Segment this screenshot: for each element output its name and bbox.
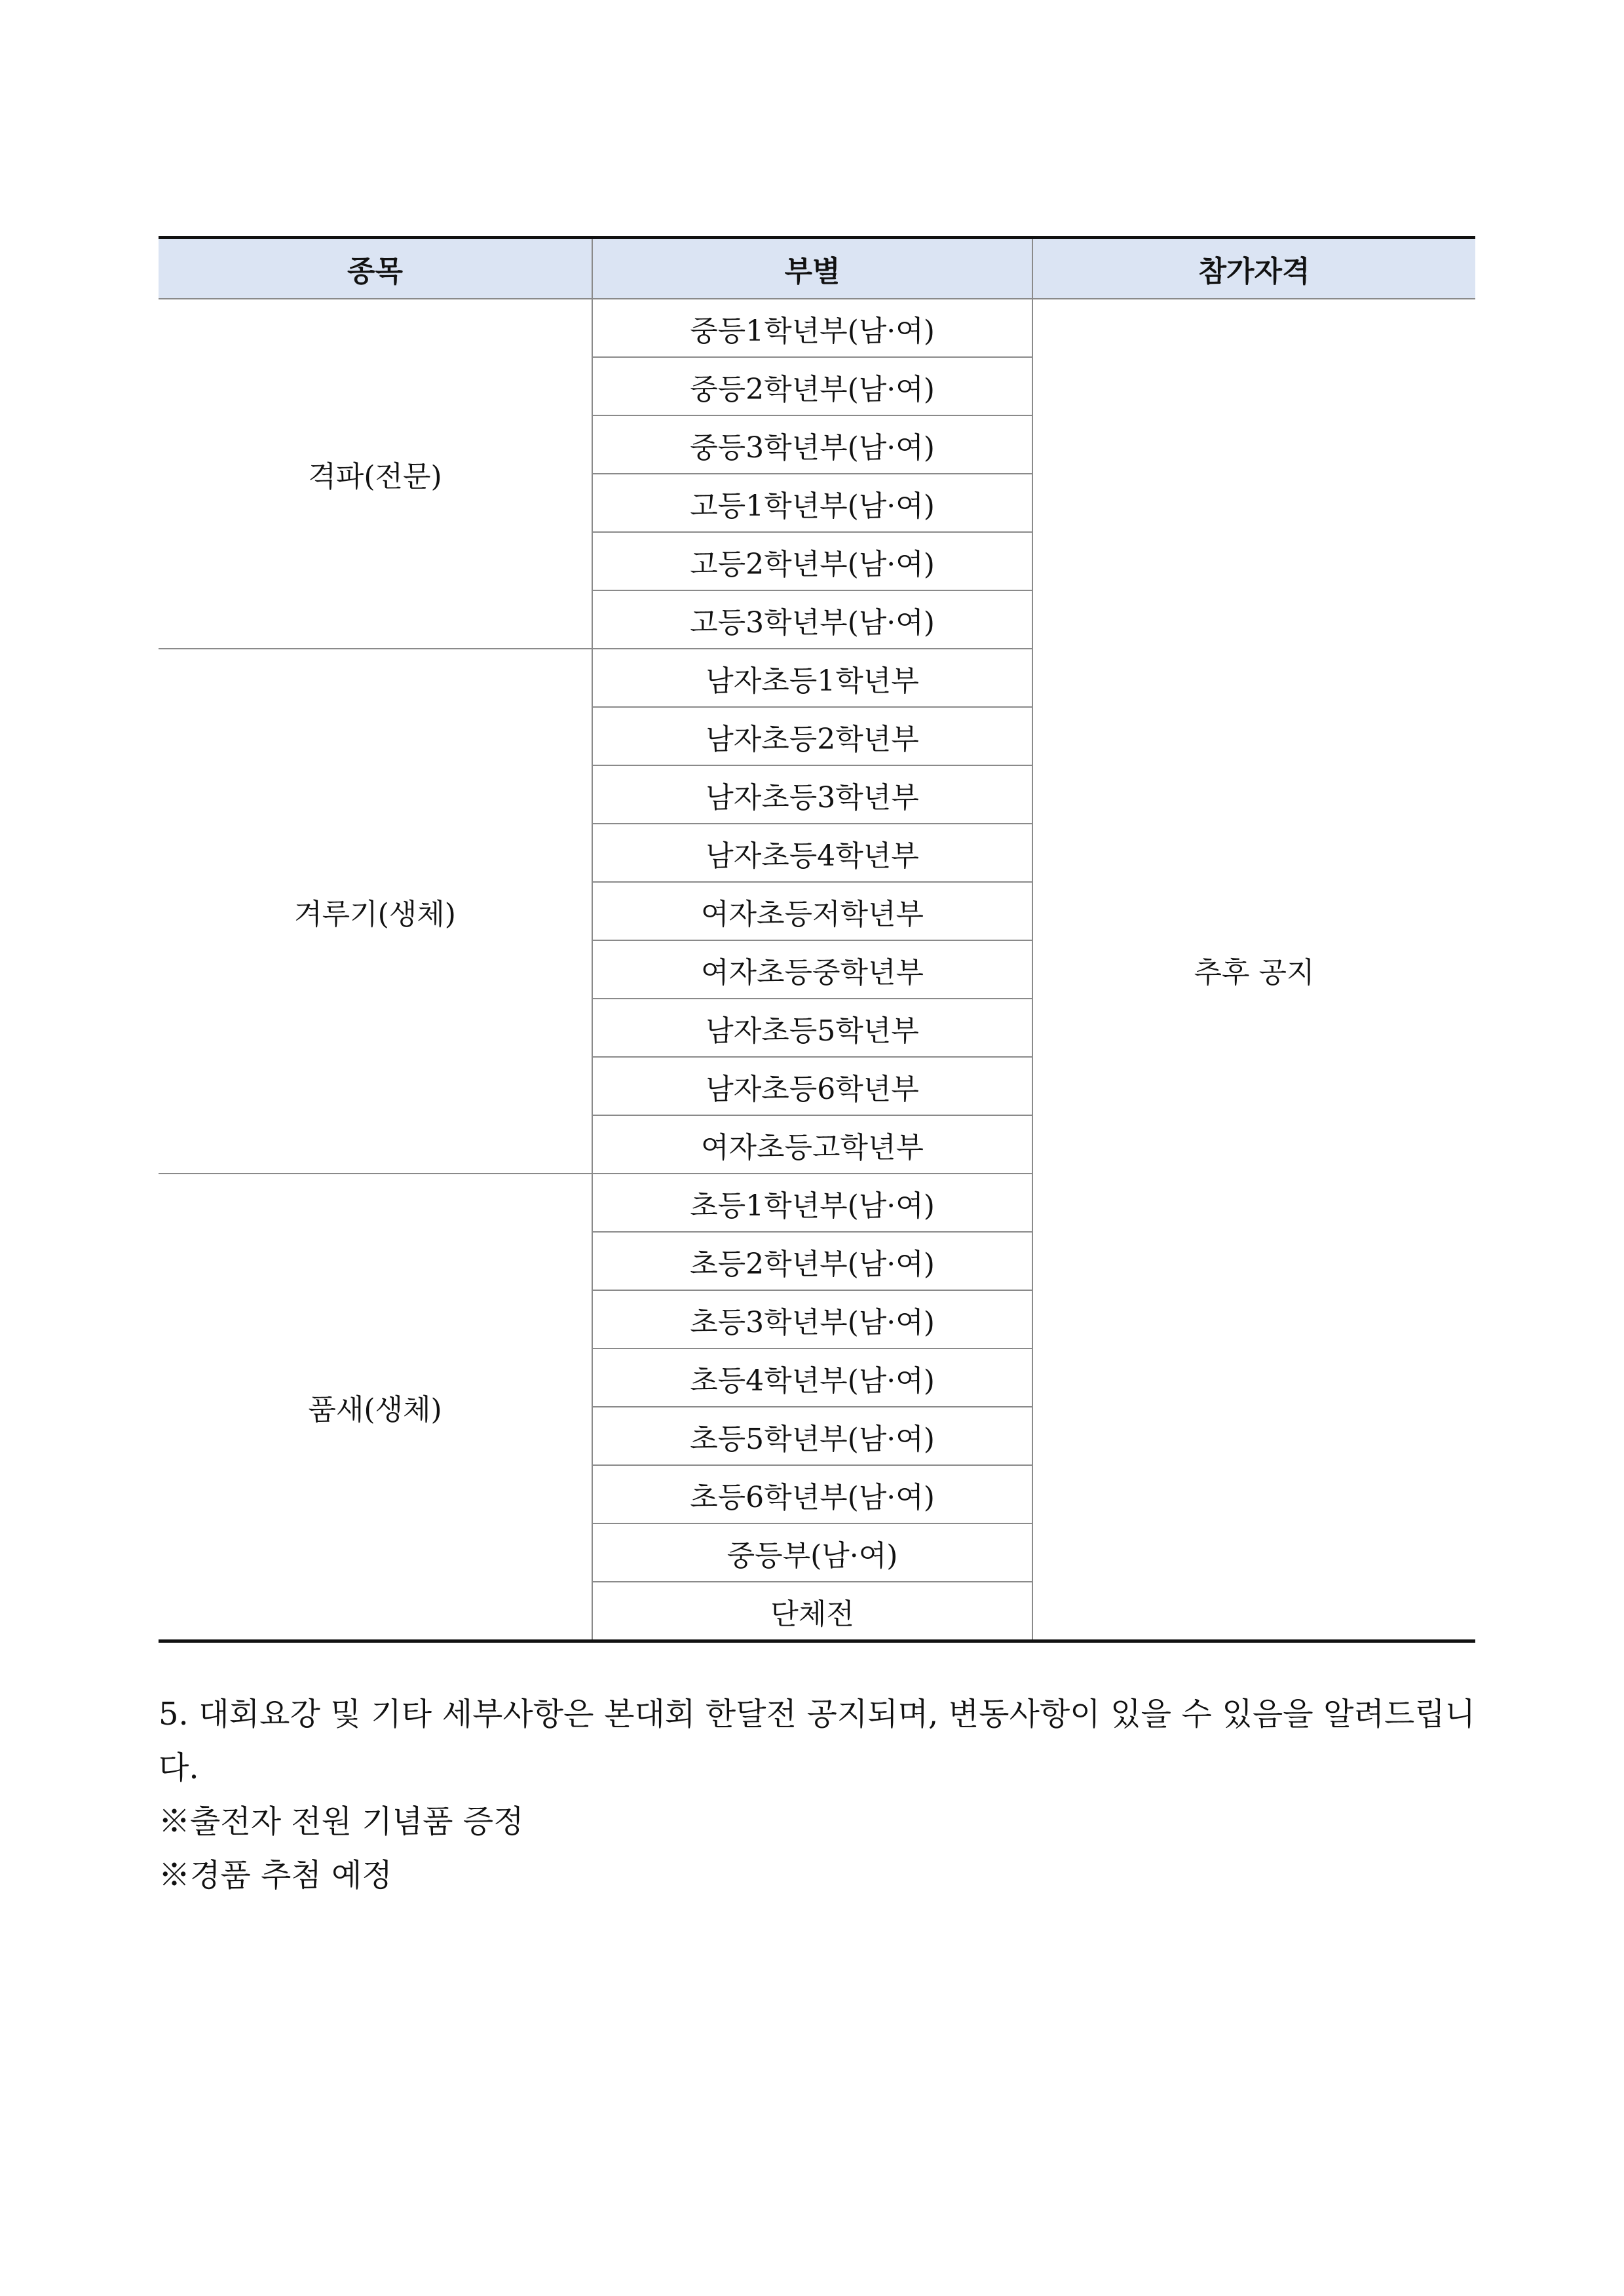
- division-cell: 중등3학년부(남·여): [592, 415, 1032, 474]
- division-cell: 초등4학년부(남·여): [592, 1349, 1032, 1407]
- events-table: [159, 236, 1475, 1643]
- division-cell: 남자초등1학년부: [592, 649, 1032, 707]
- header-division: 부별: [592, 238, 1032, 299]
- division-cell: 고등3학년부(남·여): [592, 590, 1032, 649]
- event-cell: 품새(생체): [159, 1174, 592, 1641]
- table-row: [159, 299, 1475, 357]
- division-cell: 남자초등3학년부: [592, 765, 1032, 824]
- qualification-cell: 추후 공지: [1032, 299, 1475, 1641]
- division-cell: 단체전: [592, 1582, 1032, 1641]
- division-cell: 남자초등2학년부: [592, 707, 1032, 765]
- division-cell: 고등1학년부(남·여): [592, 474, 1032, 532]
- division-cell: 여자초등저학년부: [592, 882, 1032, 940]
- division-cell: 초등1학년부(남·여): [592, 1174, 1032, 1232]
- division-cell: 여자초등중학년부: [592, 940, 1032, 999]
- division-cell: 초등5학년부(남·여): [592, 1407, 1032, 1465]
- division-cell: 중등1학년부(남·여): [592, 299, 1032, 357]
- note-item-5: 5. 대회요강 및 기타 세부사항은 본대회 한달전 공지되며, 변동사항이 있을 수 있음을 알려드립니다.: [159, 1696, 1475, 1786]
- table-body: [159, 299, 1475, 1641]
- division-cell: 고등2학년부(남·여): [592, 532, 1032, 590]
- division-cell: 남자초등6학년부: [592, 1057, 1032, 1115]
- division-cell: 초등2학년부(남·여): [592, 1232, 1032, 1290]
- event-cell: 겨루기(생체): [159, 649, 592, 1174]
- division-cell: 여자초등고학년부: [592, 1115, 1032, 1174]
- division-cell: 남자초등4학년부: [592, 824, 1032, 882]
- division-cell: 초등6학년부(남·여): [592, 1465, 1032, 1523]
- division-cell: 중등부(남·여): [592, 1523, 1032, 1582]
- division-cell: 남자초등5학년부: [592, 999, 1032, 1057]
- header-event: 종목: [159, 238, 592, 299]
- notes-section: [159, 1687, 1475, 1902]
- note-raffle: ※경품 추첨 예정: [159, 1857, 392, 1894]
- division-cell: 초등3학년부(남·여): [592, 1290, 1032, 1349]
- division-cell: 중등2학년부(남·여): [592, 357, 1032, 415]
- header-qualification: 참가자격: [1032, 238, 1475, 299]
- note-gift: ※출전자 전원 기념품 증정: [159, 1803, 524, 1840]
- event-cell: 격파(전문): [159, 299, 592, 649]
- table-header-row: [159, 238, 1475, 299]
